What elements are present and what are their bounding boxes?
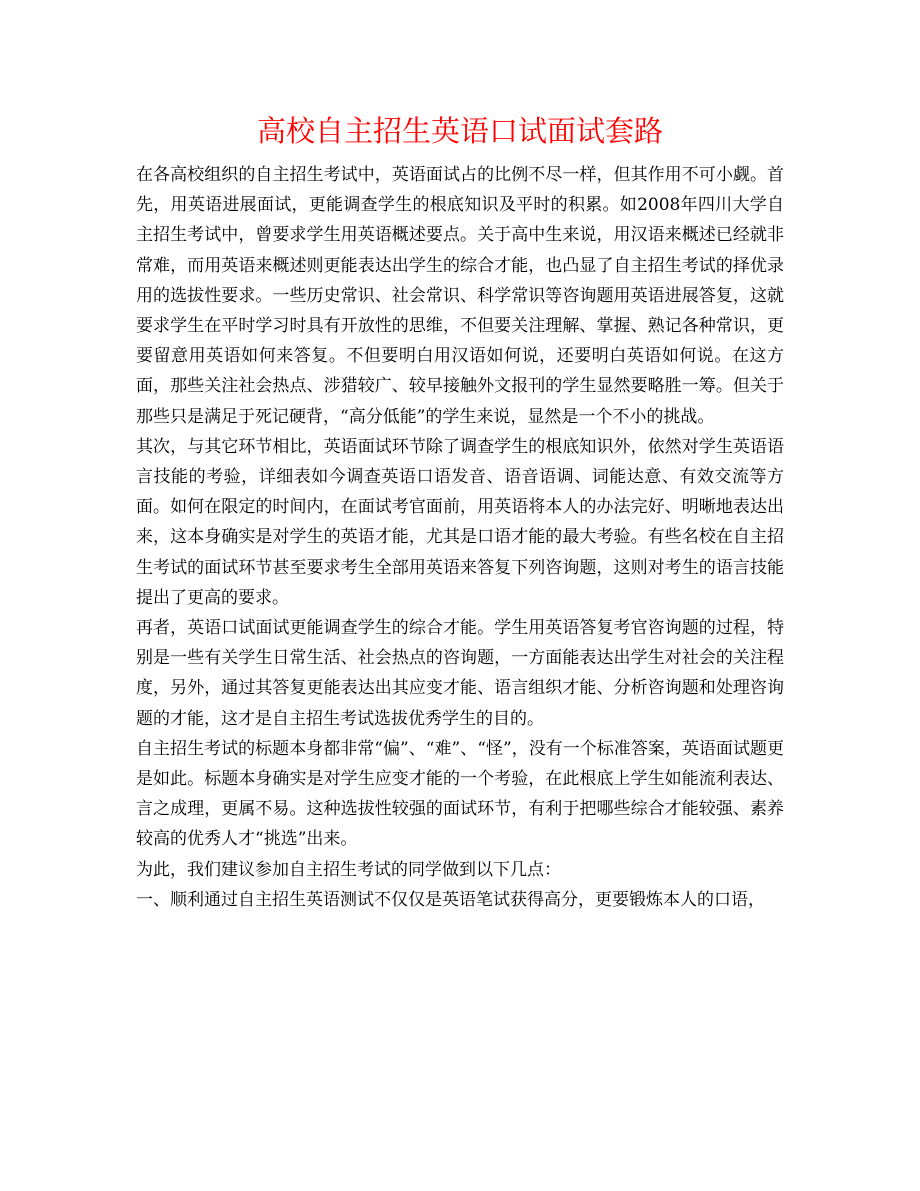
document-body bbox=[136, 160, 784, 915]
paragraph-6: 一、顺利通过自主招生英语测试不仅仅是英语笔试获得高分，更要锻炼本人的口语， bbox=[136, 889, 765, 910]
paragraph-5: 为此，我们建议参加自主招生考试的同学做到以下几点： bbox=[136, 859, 561, 880]
document-title: 高校自主招生英语口试面试套路 bbox=[256, 114, 663, 148]
paragraph-3: 再者，英语口试面试更能调查学生的综合才能。学生用英语答复考官咨询题的过程，特别是一些有关学生日常生活、社会热点的咨询题，一方面能表达出学生对社会的关注程度，另外，通过其答复更能表达出其应变才能、语言组织才能、分析咨询题和处理咨询题的才能，这才是自主招生考试选拔优秀学生的目的。 bbox=[136, 618, 784, 729]
paragraph-4: 自主招生考试的标题本身都非常“偏”、“难”、“怪”，没有一个标准答案，英语面试题更是如此。标题本身确实是对学生应变才能的一个考验，在此根底上学生如能流利表达、言之成理，更属不易。这种选拔性较强的面试环节，有利于把哪些综合才能较强、素养较高的优秀人才“挑选”出来。 bbox=[136, 738, 784, 850]
paragraph-1: 在各高校组织的自主招生考试中，英语面试占的比例不尽一样，但其作用不可小觑。首先，用英语进展面试，更能调查学生的根底知识及平时的积累。如2008年四川大学自主招生考试中，曾要求学生用英语概述要点。关于高中生来说，用汉语来概述已经就非常难，而用英语来概述则更能表达出学生的综合才能，也凸显了自主招生考试的择优录用的选拔性要求。一些历史常识、社会常识、科学常识等咨询题用英语进展答复，这就要求学生在平时学习时具有开放性的思维，不但要关注理解、掌握、熟记各种常识，更要留意用英语如何来答复。不但要明白用汉语如何说，还要明白英语如何说。在这方面，那些关注社会热点、涉猎较广、较早接触外文报刊的学生显然要略胜一筹。但关于那些只是满足于死记硬背，“高分低能”的学生来说，显然是一个不小的挑战。 bbox=[136, 165, 784, 427]
paragraph-2: 其次，与其它环节相比，英语面试环节除了调查学生的根底知识外，依然对学生英语语言技能的考验，详细表如今调查英语口语发音、语音语调、词能达意、有效交流等方面。如何在限定的时间内，在面试考官面前，用英语将本人的办法完好、明晰地表达出来，这本身确实是对学生的英语才能，尤其是口语才能的最大考验。有些名校在自主招生考试的面试环节甚至要求考生全部用英语来答复下列咨询题，这则对考生的语言技能提出了更高的要求。 bbox=[136, 436, 784, 608]
